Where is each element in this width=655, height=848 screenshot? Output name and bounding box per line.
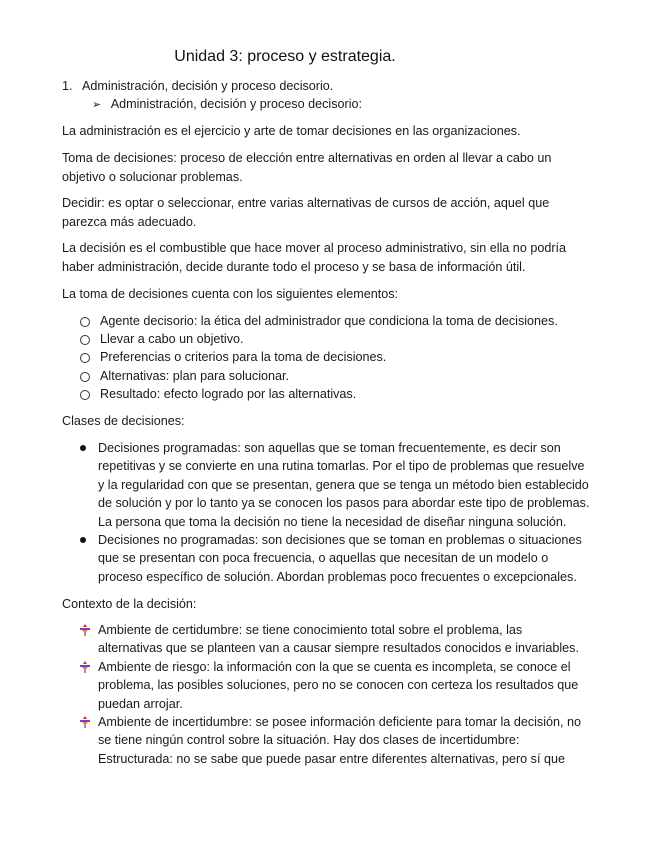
paragraph — [62, 194, 602, 231]
heading-text: Administración, decisión y proceso decisorio. — [82, 79, 334, 93]
circle-bullet-icon — [80, 372, 90, 382]
list-item-line: Ambiente de incertidumbre: se posee información deficiente para tomar la decisión, no — [98, 715, 582, 729]
list-item — [80, 367, 289, 385]
paragraph — [62, 122, 602, 141]
paragraph-line: La administración es el ejercicio y arte de tomar decisiones en las organizaciones. — [62, 124, 521, 138]
list-item-text — [98, 439, 589, 531]
paragraph-line: La toma de decisiones cuenta con los siguientes elementos: — [62, 287, 399, 301]
list-item-text: Llevar a cabo un objetivo. — [100, 332, 244, 346]
paragraph-line: Toma de decisiones: proceso de elección entre alternativas en orden al llevar a cabo un — [62, 151, 552, 165]
list-item-line: problema, las posibles soluciones, pero no se conocen con certeza los resultados que — [98, 678, 579, 693]
circle-bullet-icon — [80, 390, 90, 400]
circle-bullet-icon — [80, 317, 90, 327]
list-item-text: Resultado: efecto logrado por las alternativas. — [100, 387, 357, 401]
paragraph-line: La decisión es el combustible que hace mover al proceso administrativo, sin ella no podría — [62, 241, 567, 255]
list-item-text — [98, 658, 578, 713]
paragraph-line: objetivo o solucionar problemas. — [62, 169, 243, 184]
paragraph — [62, 285, 602, 304]
list-item-line: de solución y por lo tanto ya se conocen los pasos para abordar este tipo de problemas. — [98, 496, 590, 511]
list-item-line: Ambiente de riesgo: la información con la que se cuenta es incompleta, se conoce el — [98, 660, 571, 674]
list-item — [80, 330, 244, 348]
list-item — [80, 531, 582, 586]
list-item-line: Decisiones programadas: son aquellas que se toman frecuentemente, es decir son — [98, 441, 561, 455]
sub-heading-text: Administración, decisión y proceso decisorio: — [110, 97, 363, 111]
list-item-line: proceso específico de solución. Abordan problemas poco frecuentes o excepcionales. — [98, 569, 577, 584]
list-item-line: Ambiente de certidumbre: se tiene conocimiento total sobre el problema, las — [98, 623, 523, 637]
list-item — [80, 385, 356, 403]
list-item — [80, 439, 589, 531]
paragraph-line: Decidir: es optar o seleccionar, entre varias alternativas de cursos de acción, aquel que — [62, 196, 550, 210]
list-item-line: y la regularidad con que se presentan, genera que se tenga un método bien establecido — [98, 477, 589, 492]
list-item-line: Decisiones no programadas: son decisiones que se toman en problemas o situaciones — [98, 533, 582, 547]
list-item-text: Agente decisorio: la ética del administrador que condiciona la toma de decisiones. — [100, 314, 558, 328]
list-item-line: alternativas que se planteen van a causar siempre resultados conocidos e invariables. — [98, 641, 579, 656]
numbered-heading — [62, 77, 333, 95]
pushpin-icon — [78, 715, 92, 729]
circle-bullet-icon — [80, 335, 90, 345]
list-item — [80, 348, 386, 366]
circle-bullet-icon — [80, 353, 90, 363]
list-item-text: Preferencias o criterios para la toma de decisiones. — [100, 350, 387, 364]
list-item — [78, 713, 581, 768]
paragraph — [62, 239, 602, 276]
section-heading-text: Contexto de la decisión: — [62, 597, 197, 611]
list-item-text — [98, 621, 579, 658]
list-item — [80, 312, 558, 330]
list-item-text: Alternativas: plan para solucionar. — [100, 369, 290, 383]
section-heading — [62, 412, 602, 431]
bullet-dot-icon — [80, 445, 86, 451]
pushpin-icon — [78, 660, 92, 674]
list-item-line: que se presentan con poca frecuencia, o aquellas que necesitan de un modelo o — [98, 551, 549, 566]
list-item — [78, 658, 578, 713]
paragraph-line: haber administración, decide durante todo el proceso y se basa de información útil. — [62, 259, 526, 274]
list-item-line: puedan arrojar. — [98, 696, 183, 711]
list-item-line: se tiene ningún control sobre la situación. Hay dos clases de incertidumbre: — [98, 733, 520, 748]
pushpin-icon — [78, 623, 92, 637]
list-item-line: Estructurada: no se sabe que puede pasar entre diferentes alternativas, pero sí que — [98, 751, 565, 766]
list-item — [78, 621, 579, 658]
bullet-dot-icon — [80, 537, 86, 543]
document-title: Unidad 3: proceso y estrategia. — [174, 48, 396, 65]
arrow-bullet-icon: ➢ — [92, 99, 102, 111]
section-heading-text: Clases de decisiones: — [62, 414, 185, 428]
section-heading — [62, 595, 602, 614]
list-item-text — [98, 713, 581, 768]
sub-heading — [92, 95, 362, 114]
heading-number: 1. — [62, 79, 73, 93]
list-item-line: repetitivas y se convierte en una rutina tomarlas. Por el tipo de problemas que resuelve — [98, 459, 585, 474]
list-item-text — [98, 531, 582, 586]
paragraph-line: parezca más adecuado. — [62, 214, 197, 229]
list-item-line: La persona que toma la decisión no tiene la necesidad de diseñar ninguna solución. — [98, 514, 567, 529]
paragraph — [62, 149, 602, 186]
